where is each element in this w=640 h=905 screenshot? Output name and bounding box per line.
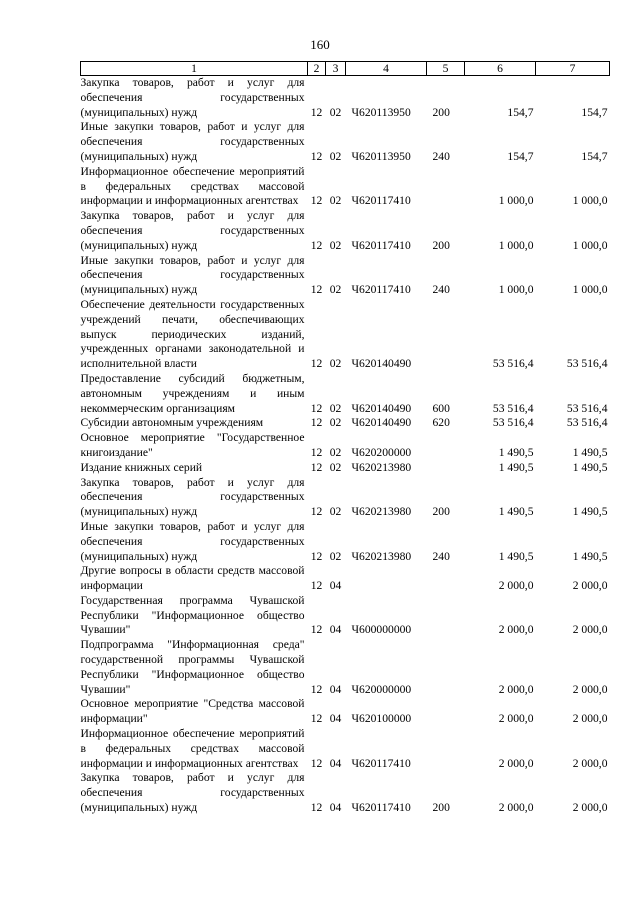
subsection-code-cell: 02 xyxy=(329,549,342,563)
table-header-row xyxy=(81,62,610,76)
subsection-code-cell: 04 xyxy=(329,579,342,593)
amount-year2-cell: 1 000,0 xyxy=(572,238,608,252)
expense-type-cell xyxy=(427,564,465,594)
subsection-code-cell: 02 xyxy=(329,357,342,371)
expense-type-cell: 200 xyxy=(432,801,450,815)
table-row xyxy=(81,594,610,638)
subsection-code-cell: 04 xyxy=(329,682,342,696)
expense-type-cell: 200 xyxy=(432,505,450,519)
target-article-cell: Ч620117410 xyxy=(351,238,411,252)
amount-year2-cell: 53 516,4 xyxy=(566,401,608,415)
row-name-cell: Основное мероприятие "Государственное книгоиздание" xyxy=(80,431,305,459)
row-name-cell: Закупка товаров, работ и услуг для обеспечения государственных (муниципальных) нужд xyxy=(80,475,305,519)
amount-year2-cell: 2 000,0 xyxy=(572,579,608,593)
target-article-cell: Ч620140490 xyxy=(351,416,412,430)
row-name-cell: Закупка товаров, работ и услуг для обеспечения государственных (муниципальных) нужд xyxy=(80,771,305,815)
amount-year2-cell: 1 490,5 xyxy=(572,549,608,563)
subsection-code-cell: 02 xyxy=(329,445,342,459)
row-name-cell: Издание книжных серий xyxy=(80,460,203,474)
expense-type-cell: 240 xyxy=(432,283,450,297)
table-row xyxy=(81,209,610,253)
target-article-cell: Ч620140490 xyxy=(351,357,412,371)
section-code-cell: 12 xyxy=(310,401,323,415)
expense-type-cell: 200 xyxy=(432,238,450,252)
section-code-cell: 12 xyxy=(310,505,323,519)
section-code-cell: 12 xyxy=(310,801,323,815)
subsection-code-cell: 02 xyxy=(329,505,342,519)
table-row xyxy=(81,120,610,164)
header-cell: 7 xyxy=(536,62,610,76)
amount-year2-cell: 1 000,0 xyxy=(572,194,608,208)
amount-year1-cell: 1 000,0 xyxy=(498,283,534,297)
row-name-cell: Иные закупки товаров, работ и услуг для обеспечения государственных (муниципальных) нужд xyxy=(80,519,305,563)
row-name-cell: Информационное обеспечение мероприятий в федеральных средствах массовой информации и информационных агентствах xyxy=(80,164,305,208)
target-article-cell: Ч620000000 xyxy=(351,682,412,696)
table-row xyxy=(81,254,610,298)
amount-year2-cell: 1 490,5 xyxy=(572,505,608,519)
expense-type-cell: 620 xyxy=(432,416,450,430)
subsection-code-cell: 02 xyxy=(329,416,342,430)
target-article-cell: Ч620213980 xyxy=(351,505,412,519)
subsection-code-cell: 02 xyxy=(329,401,342,415)
row-name-cell: Информационное обеспечение мероприятий в федеральных средствах массовой информации и информационных агентствах xyxy=(80,727,305,770)
section-code-cell: 12 xyxy=(310,623,323,637)
header-cell: 4 xyxy=(346,62,427,76)
section-code-cell: 12 xyxy=(310,105,323,119)
expense-type-cell xyxy=(427,461,465,476)
amount-year1-cell: 154,7 xyxy=(507,149,534,163)
target-article-cell: Ч620117410 xyxy=(351,756,411,770)
table-row xyxy=(81,298,610,372)
subsection-code-cell: 02 xyxy=(329,460,342,474)
table-row xyxy=(81,431,610,461)
amount-year1-cell: 53 516,4 xyxy=(492,416,534,430)
amount-year1-cell: 1 490,5 xyxy=(498,445,534,459)
subsection-code-cell: 02 xyxy=(329,283,342,297)
amount-year2-cell: 1 490,5 xyxy=(572,460,608,474)
section-code-cell: 12 xyxy=(310,712,323,726)
header-cell: 5 xyxy=(427,62,465,76)
section-code-cell: 12 xyxy=(310,756,323,770)
subsection-code-cell: 02 xyxy=(329,194,342,208)
target-article-cell: Ч620213980 xyxy=(351,460,412,474)
subsection-code-cell: 02 xyxy=(329,105,342,119)
amount-year1-cell: 154,7 xyxy=(507,105,534,119)
section-code-cell: 12 xyxy=(310,445,323,459)
section-code-cell: 12 xyxy=(310,194,323,208)
table-row xyxy=(81,727,610,771)
section-code-cell: 12 xyxy=(310,416,323,430)
expense-type-cell xyxy=(427,727,465,771)
row-name-cell: Основное мероприятие "Средства массовой информации" xyxy=(80,697,305,726)
amount-year2-cell: 2 000,0 xyxy=(572,623,608,637)
header-cell: 1 xyxy=(81,62,308,76)
table-row xyxy=(81,416,610,431)
row-name-cell: Иные закупки товаров, работ и услуг для обеспечения государственных (муниципальных) нужд xyxy=(80,120,305,163)
table-row xyxy=(81,165,610,209)
amount-year1-cell: 2 000,0 xyxy=(498,623,534,637)
section-code-cell: 12 xyxy=(310,283,323,297)
amount-year1-cell: 1 000,0 xyxy=(498,194,534,208)
target-article-cell xyxy=(346,564,427,594)
section-code-cell: 12 xyxy=(310,238,323,252)
target-article-cell: Ч620140490 xyxy=(351,401,412,415)
section-code-cell: 12 xyxy=(310,682,323,696)
table-body xyxy=(81,76,610,816)
amount-year1-cell: 1 000,0 xyxy=(498,238,534,252)
budget-table xyxy=(80,61,610,816)
subsection-code-cell: 04 xyxy=(329,801,342,815)
target-article-cell: Ч620200000 xyxy=(351,445,412,459)
target-article-cell: Ч620117410 xyxy=(351,283,411,297)
expense-type-cell xyxy=(427,594,465,638)
table-row xyxy=(81,564,610,594)
row-name-cell: Предоставление субсидий бюджетным, автономным учреждениям и иным некоммерческим организациям xyxy=(80,371,305,415)
amount-year2-cell: 2 000,0 xyxy=(572,682,608,696)
subsection-code-cell: 04 xyxy=(329,712,342,726)
section-code-cell: 12 xyxy=(310,357,323,371)
subsection-code-cell: 02 xyxy=(329,149,342,163)
table-row xyxy=(81,461,610,476)
amount-year2-cell: 2 000,0 xyxy=(572,801,608,815)
expense-type-cell: 240 xyxy=(432,149,450,163)
row-name-cell: Закупка товаров, работ и услуг для обеспечения государственных (муниципальных) нужд xyxy=(80,209,305,252)
expense-type-cell xyxy=(427,697,465,727)
row-name-cell: Другие вопросы в области средств массовой информации xyxy=(80,564,305,593)
target-article-cell: Ч620117410 xyxy=(351,194,411,208)
table-row xyxy=(81,771,610,815)
amount-year1-cell: 2 000,0 xyxy=(498,579,534,593)
amount-year1-cell: 53 516,4 xyxy=(492,401,534,415)
expense-type-cell xyxy=(427,431,465,461)
table-row xyxy=(81,372,610,416)
target-article-cell: Ч620100000 xyxy=(351,712,412,726)
subsection-code-cell: 04 xyxy=(329,623,342,637)
page-number: 160 xyxy=(310,37,330,52)
table-row xyxy=(81,476,610,520)
section-code-cell: 12 xyxy=(310,460,323,474)
expense-type-cell: 200 xyxy=(432,105,450,119)
section-code-cell: 12 xyxy=(310,149,323,163)
header-cell: 2 xyxy=(308,62,326,76)
expense-type-cell: 600 xyxy=(432,401,450,415)
amount-year1-cell: 2 000,0 xyxy=(498,801,534,815)
section-code-cell: 12 xyxy=(310,549,323,563)
subsection-code-cell: 02 xyxy=(329,238,342,252)
amount-year2-cell: 2 000,0 xyxy=(572,712,608,726)
amount-year2-cell: 53 516,4 xyxy=(566,357,608,371)
amount-year1-cell: 1 490,5 xyxy=(498,549,534,563)
row-name-cell: Подпрограмма "Информационная среда" государственной программы Чувашской Республики "Информационное общество Чувашии" xyxy=(80,638,305,696)
expense-type-cell: 240 xyxy=(432,549,450,563)
target-article-cell: Ч620213980 xyxy=(351,549,412,563)
header-cell: 6 xyxy=(465,62,536,76)
amount-year2-cell: 2 000,0 xyxy=(572,756,608,770)
table-row xyxy=(81,697,610,727)
row-name-cell: Обеспечение деятельности государственных учреждений печати, обеспечивающих выпуск периодических изданий, учрежденных органами законодательной и исполнительной власти xyxy=(80,297,305,371)
amount-year1-cell: 53 516,4 xyxy=(492,357,534,371)
row-name-cell: Закупка товаров, работ и услуг для обеспечения государственных (муниципальных) нужд xyxy=(80,76,305,119)
target-article-cell: Ч600000000 xyxy=(351,623,412,637)
amount-year2-cell: 154,7 xyxy=(581,149,608,163)
table-row xyxy=(81,76,610,121)
amount-year2-cell: 154,7 xyxy=(581,105,608,119)
header-cell: 3 xyxy=(326,62,346,76)
amount-year1-cell: 1 490,5 xyxy=(498,460,534,474)
amount-year2-cell: 1 000,0 xyxy=(572,283,608,297)
table-row xyxy=(81,638,610,697)
amount-year2-cell: 1 490,5 xyxy=(572,445,608,459)
section-code-cell: 12 xyxy=(310,579,323,593)
amount-year2-cell: 53 516,4 xyxy=(566,416,608,430)
target-article-cell: Ч620113950 xyxy=(351,149,411,163)
expense-type-cell xyxy=(427,165,465,209)
row-name-cell: Иные закупки товаров, работ и услуг для обеспечения государственных (муниципальных) нужд xyxy=(80,253,305,297)
subsection-code-cell: 04 xyxy=(329,756,342,770)
amount-year1-cell: 2 000,0 xyxy=(498,712,534,726)
expense-type-cell xyxy=(427,638,465,697)
amount-year1-cell: 2 000,0 xyxy=(498,756,534,770)
row-name-cell: Субсидии автономным учреждениям xyxy=(80,416,264,430)
target-article-cell: Ч620117410 xyxy=(351,801,411,815)
target-article-cell: Ч620113950 xyxy=(351,105,411,119)
table-row xyxy=(81,520,610,564)
amount-year1-cell: 1 490,5 xyxy=(498,505,534,519)
expense-type-cell xyxy=(427,298,465,372)
row-name-cell: Государственная программа Чувашской Республики "Информационное общество Чувашии" xyxy=(80,593,305,637)
amount-year1-cell: 2 000,0 xyxy=(498,682,534,696)
